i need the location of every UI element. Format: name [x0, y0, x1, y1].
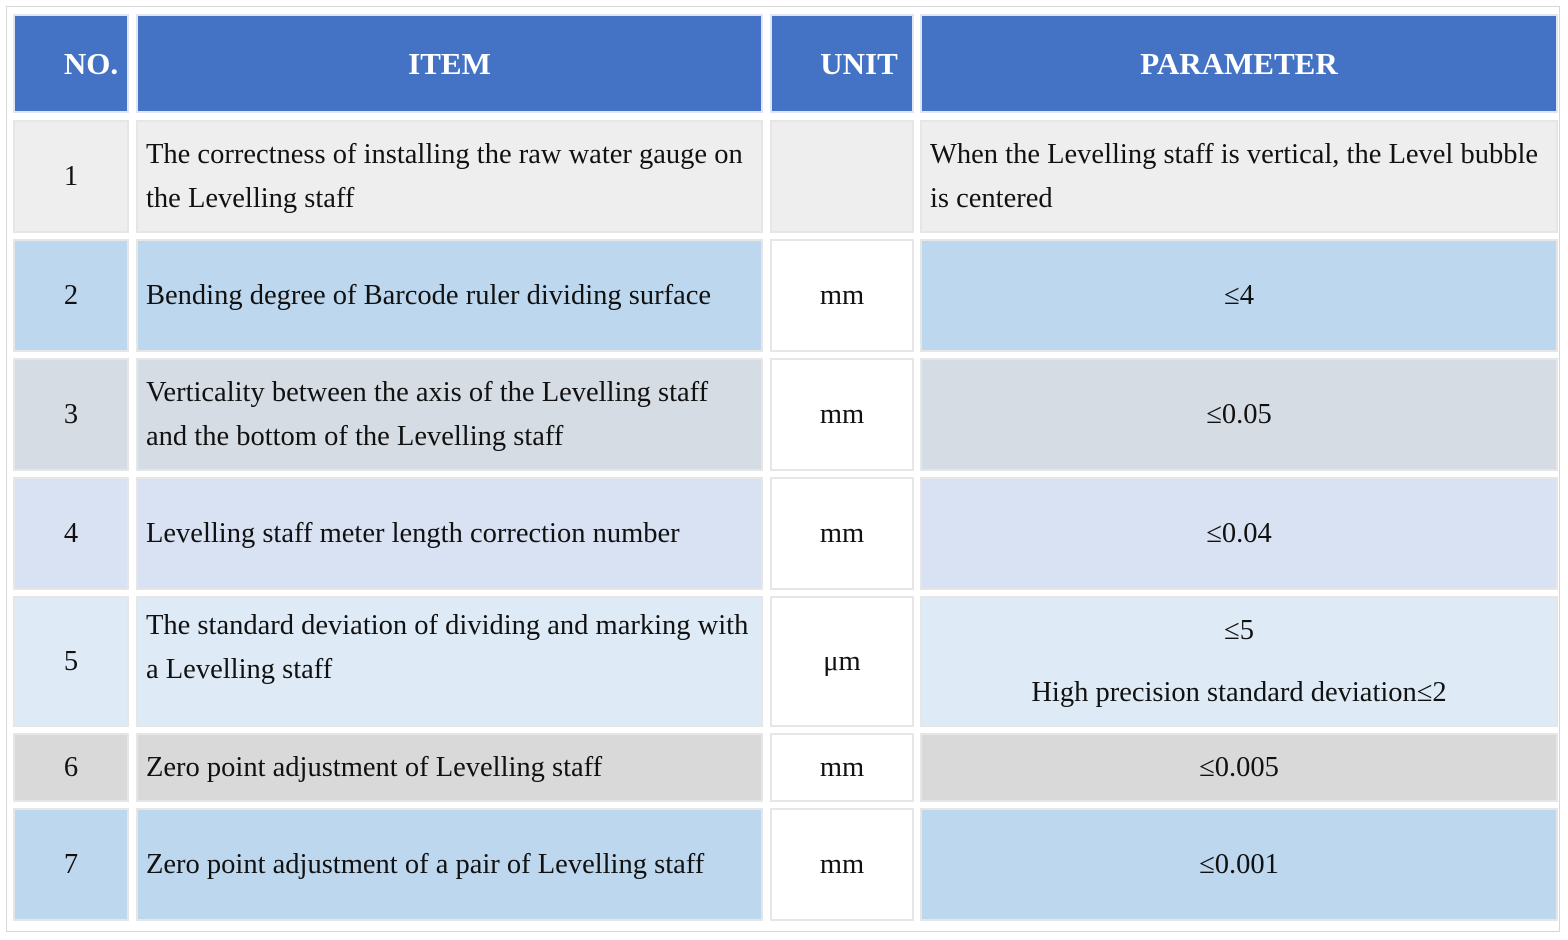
row-7-parameter: ≤0.001: [920, 808, 1558, 921]
row-4-parameter: ≤0.04: [920, 477, 1558, 590]
row-2-item: Bending degree of Barcode ruler dividing surface: [136, 239, 763, 352]
row-2-unit: mm: [770, 239, 914, 352]
row-3-parameter: ≤0.05: [920, 358, 1558, 471]
row-1-parameter: When the Levelling staff is vertical, the Level bubble is centered: [920, 120, 1558, 233]
row-5-parameter-value: ≤5: [1224, 614, 1254, 646]
row-6-item: Zero point adjustment of Levelling staff: [136, 733, 763, 802]
row-5-parameter-note: High precision standard deviation≤2: [1031, 676, 1447, 708]
row-7-item: Zero point adjustment of a pair of Levelling staff: [136, 808, 763, 921]
row-3-item: Verticality between the axis of the Levelling staff and the bottom of the Levelling staff: [136, 358, 763, 471]
row-4-item: Levelling staff meter length correction number: [136, 477, 763, 590]
row-4-unit: mm: [770, 477, 914, 590]
row-5-unit: μm: [770, 596, 914, 727]
row-6-unit: mm: [770, 733, 914, 802]
row-5-item: The standard deviation of dividing and marking with a Levelling staff: [136, 596, 763, 727]
header-item: ITEM: [136, 14, 763, 113]
row-7-no: 7: [13, 808, 129, 921]
row-3-unit: mm: [770, 358, 914, 471]
header-no: NO.: [13, 14, 129, 113]
row-1-item: The correctness of installing the raw water gauge on the Levelling staff: [136, 120, 763, 233]
header-parameter: PARAMETER: [920, 14, 1558, 113]
row-2-parameter: ≤4: [920, 239, 1558, 352]
row-4-no: 4: [13, 477, 129, 590]
row-3-no: 3: [13, 358, 129, 471]
row-6-no: 6: [13, 733, 129, 802]
row-5-parameter: [920, 596, 1558, 727]
row-1-unit: [770, 120, 914, 233]
row-5-no: 5: [13, 596, 129, 727]
row-2-no: 2: [13, 239, 129, 352]
row-6-parameter: ≤0.005: [920, 733, 1558, 802]
header-unit: UNIT: [770, 14, 914, 113]
row-1-no: 1: [13, 120, 129, 233]
row-7-unit: mm: [770, 808, 914, 921]
